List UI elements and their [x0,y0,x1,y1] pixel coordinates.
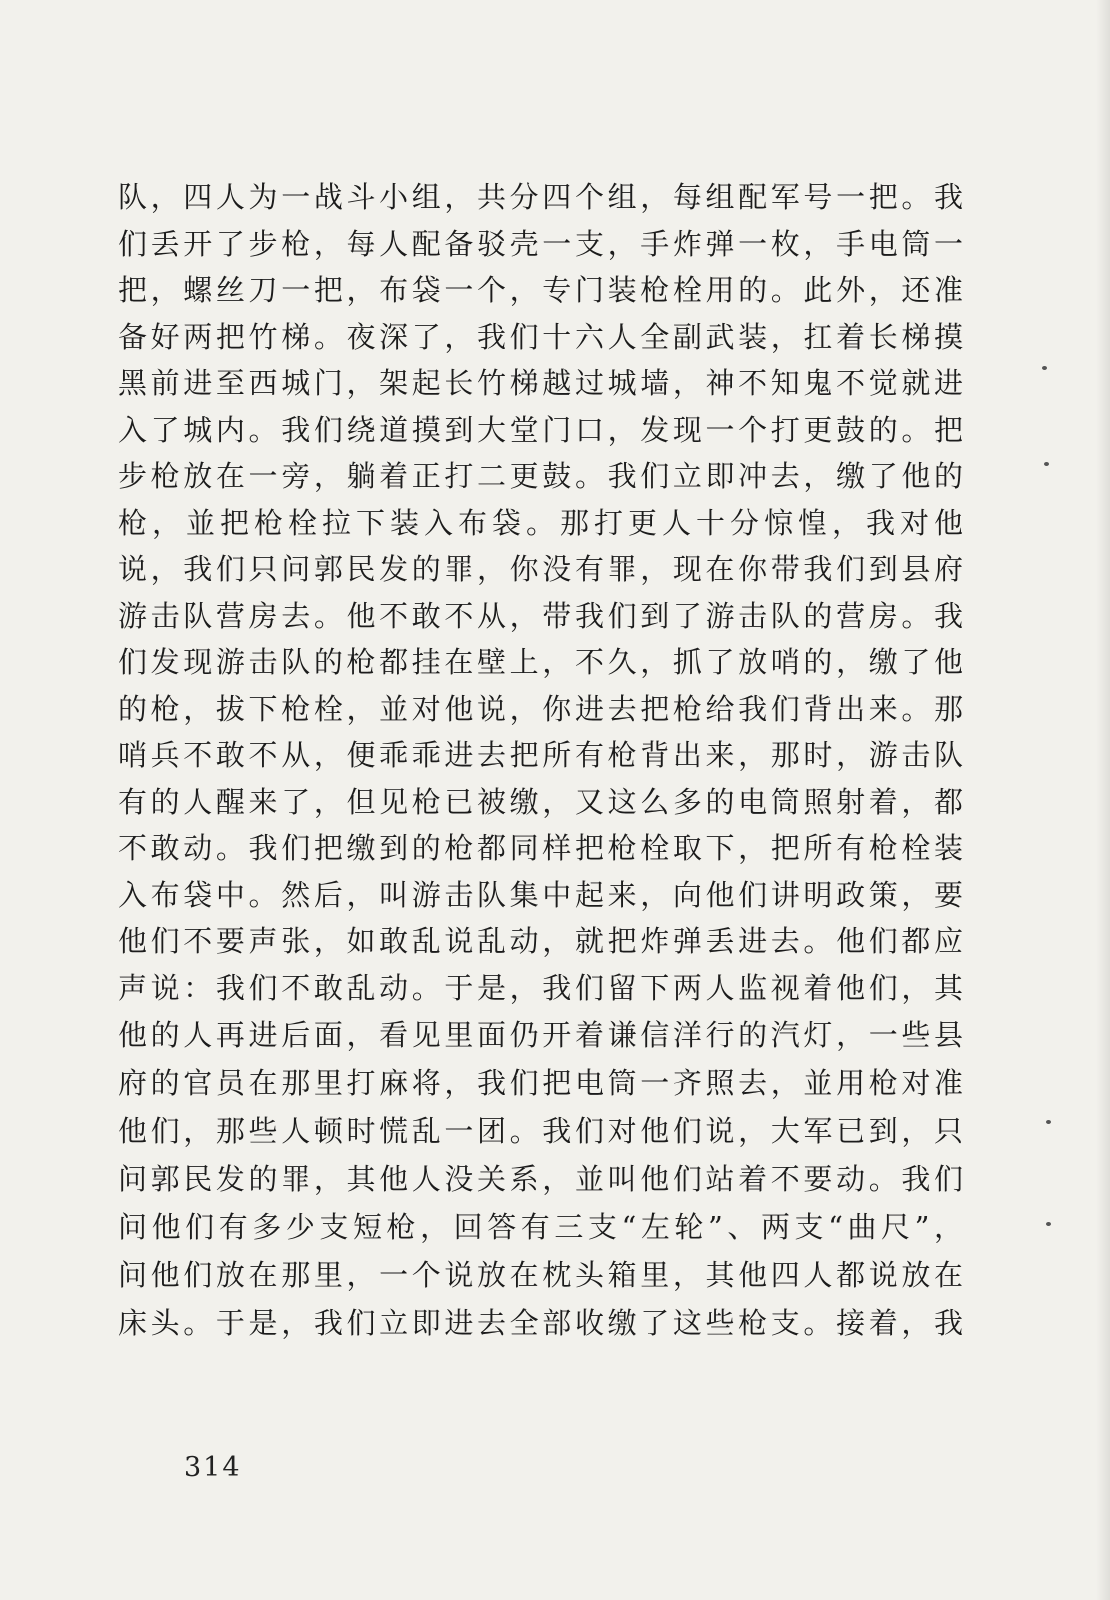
text-line: 枪，並把枪栓拉下装入布袋。那打更人十分惊惶，我对他 [118,505,963,540]
text-line: 声说：我们不敢乱动。于是，我们留下两人监视着他们，其 [118,970,963,1005]
page-number: 314 [184,1452,242,1483]
text-line: 的枪，拔下枪栓，並对他说，你进去把枪给我们背出来。那 [118,691,963,726]
text-line: 们丢开了步枪，每人配备驳壳一支，手炸弹一枚，手电筒一 [118,226,963,261]
text-line: 们发现游击队的枪都挂在壁上，不久，抓了放哨的，缴了他 [118,645,963,679]
text-line: 步枪放在一旁，躺着正打二更鼓。我们立即冲去，缴了他的 [118,459,963,493]
text-line: 他的人再进后面，看见里面仍开着谦信洋行的汽灯，一些县 [118,1018,963,1052]
text-line: 说，我们只问郭民发的罪，你没有罪，现在你带我们到县府 [118,552,963,586]
text-line: 他们不要声张，如敢乱说乱动，就把炸弹丢进去。他们都应 [118,924,963,958]
text-line: 不敢动。我们把缴到的枪都同样把枪栓取下，把所有枪栓装 [118,831,963,865]
text-line: 问他们有多少支短枪，回答有三支“左轮”、两支“曲尺”， [118,1210,963,1244]
scan-speck [1046,1222,1051,1226]
text-line: 府的官员在那里打麻将，我们把电筒一齐照去，並用枪对准 [118,1066,963,1100]
page-edge-shadow [1096,0,1110,1600]
text-line: 队，四人为一战斗小组，共分四个组，每组配军号一把。我 [118,180,963,214]
text-line: 备好两把竹梯。夜深了，我们十六人全副武装，扛着长梯摸 [118,319,963,354]
body-text [118,174,963,1347]
text-line: 床头。于是，我们立即进去全部收缴了这些枪支。接着，我 [118,1306,963,1340]
text-line: 入了城内。我们绕道摸到大堂门口，发现一个打更鼓的。把 [118,412,963,447]
text-line: 有的人醒来了，但见枪已被缴，又这么多的电筒照射着，都 [118,784,963,819]
scan-speck [1046,1120,1051,1124]
text-line: 问他们放在那里，一个说放在枕头箱里，其他四人都说放在 [118,1258,963,1292]
scan-speck [1044,462,1049,466]
text-line: 哨兵不敢不从，便乖乖进去把所有枪背出来，那时，游击队 [118,738,963,772]
text-line: 他们，那些人顿时慌乱一团。我们对他们说，大军已到，只 [118,1114,963,1148]
text-line: 入布袋中。然后，叫游击队集中起来，向他们讲明政策，要 [118,877,963,912]
text-line: 游击队营房去。他不敢不从，带我们到了游击队的营房。我 [118,598,963,633]
text-line: 问郭民发的罪，其他人没关系，並叫他们站着不要动。我们 [118,1162,963,1196]
text-line: 黑前进至西城门，架起长竹梯越过城墙，神不知鬼不觉就进 [118,366,963,400]
text-line: 把，螺丝刀一把，布袋一个，专门装枪栓用的。此外，还准 [118,273,963,307]
scan-speck [1042,366,1047,370]
